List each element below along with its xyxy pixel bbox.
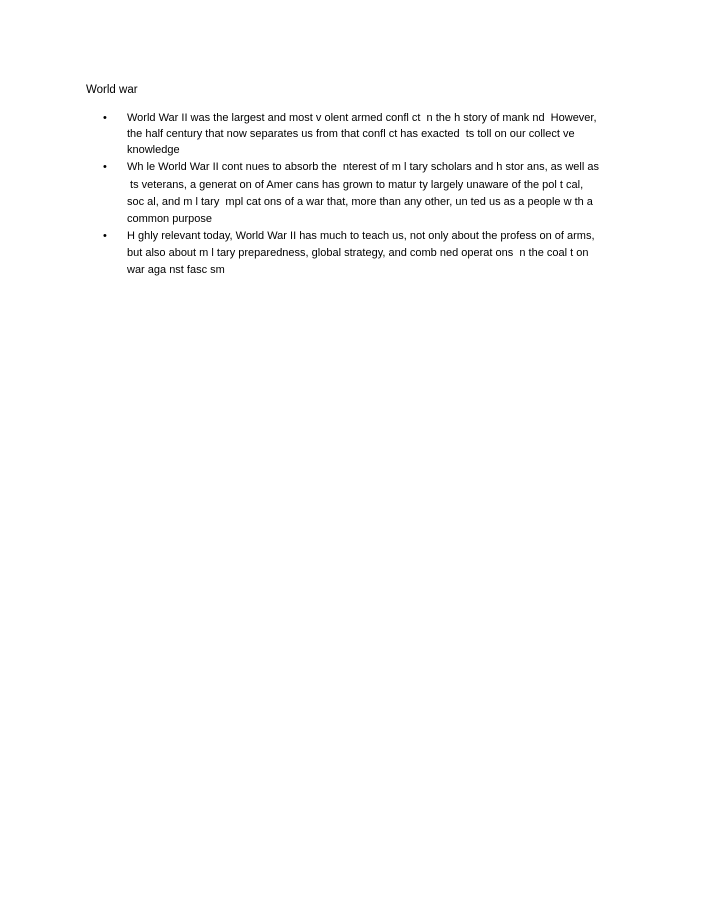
- bullet-icon: •: [103, 230, 107, 242]
- bullet-2-line-4: common purpose: [127, 213, 212, 225]
- bullet-3-line-3: war aga nst fasc sm: [127, 264, 225, 276]
- document-title: World war: [86, 84, 138, 96]
- bullet-icon: •: [103, 112, 107, 124]
- bullet-1-line-1: World War II was the largest and most v olent armed confl ct n the h story of mank nd However,: [127, 112, 597, 124]
- bullet-2-line-1: Wh le World War II cont nues to absorb the nterest of m l tary scholars and h stor ans, as well as: [127, 161, 599, 173]
- bullet-2-line-3: soc al, and m l tary mpl cat ons of a war that, more than any other, un ted us as a people w th a: [127, 196, 593, 208]
- bullet-2-line-2: ts veterans, a generat on of Amer cans has grown to matur ty largely unaware of the pol t cal,: [127, 179, 584, 191]
- bullet-icon: •: [103, 161, 107, 173]
- bullet-1-line-2: the half century that now separates us from that confl ct has exacted ts toll on our collect ve: [127, 128, 575, 140]
- bullet-3-line-2: but also about m l tary preparedness, global strategy, and comb ned operat ons n the coal t on: [127, 247, 589, 259]
- bullet-1-line-3: knowledge: [127, 144, 180, 156]
- bullet-3-line-1: H ghly relevant today, World War II has much to teach us, not only about the profess on of arms,: [127, 230, 595, 242]
